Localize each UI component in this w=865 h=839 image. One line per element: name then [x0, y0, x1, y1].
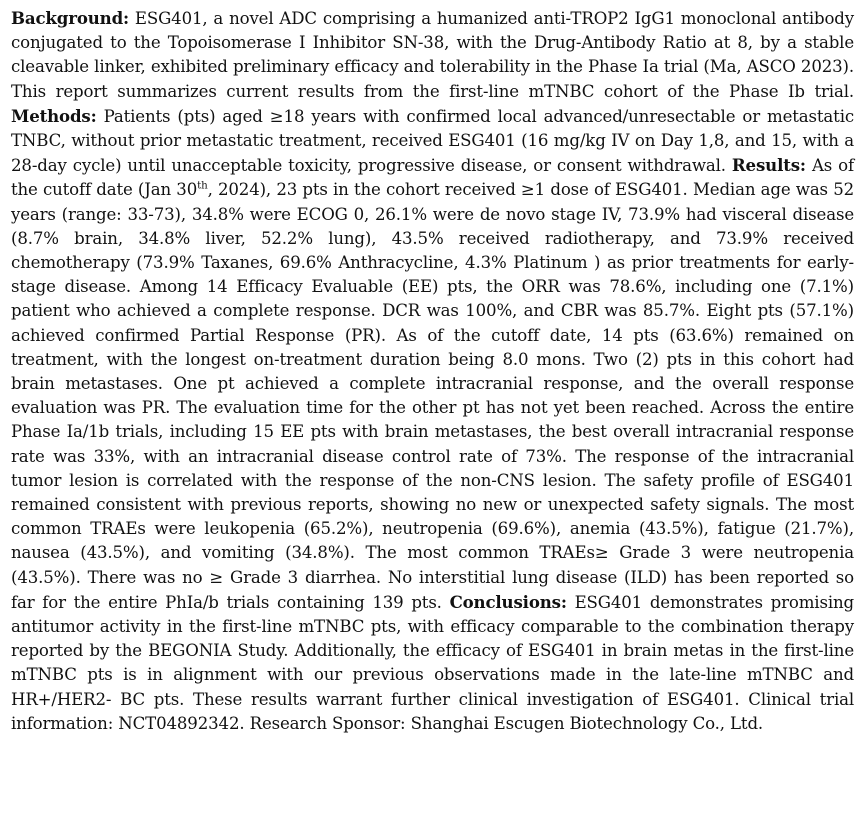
- abstract-paragraph: [11, 6, 854, 736]
- methods-heading: Methods:: [11, 105, 97, 126]
- conclusions-heading: Conclusions:: [449, 591, 567, 612]
- methods-text: Patients (pts) aged ≥18 years with confirmed local advanced/unresectable or metastatic TNBC, without prior metastatic treatment, received ESG401 (16 mg/kg IV on Day 1,8, and 15, with a 28-day cycle) until unacceptable toxicity, progressive disease, or consent withdrawal.: [11, 106, 854, 176]
- background-heading: Background:: [11, 8, 129, 28]
- results-heading: Results:: [731, 155, 806, 176]
- background-text: ESG401, a novel ADC comprising a humanized anti-TROP2 IgG1 monoclonal antibody conjugated to the Topoisomerase I Inhibitor SN-38, with the Drug-Antibody Ratio at 8, by a stable cleavable linker, exhibited preliminary efficacy and tolerability in the Phase Ia trial (Ma, ASCO 2023). This report summarizes current results from the first-line mTNBC cohort of the Phase Ib trial.: [11, 9, 854, 101]
- conclusions-text: ESG401 demonstrates promising antitumor activity in the first-line mTNBC pts, with efficacy comparable to the combination therapy reported by the BEGONIA Study. Additionally, the efficacy of ESG401 in brain metas in the first-line mTNBC pts is in alignment with our previous observations made in the late-line mTNBC and HR+/HER2- BC pts. These results warrant further clinical investigation of ESG401. Clinical trial information: NCT04892342. Research Sponsor: Shanghai Escugen Biotechnology Co., Ltd.: [11, 592, 854, 733]
- results-text-part1: As of the cutoff date (Jan 30: [11, 156, 854, 200]
- results-text-part2: , 2024), 23 pts in the cohort received ≥1 dose of ESG401. Median age was 52 years (range: 33-73), 34.8% were ECOG 0, 26.1% were de novo stage IV, 73.9% had visceral disease (8.7% brain, 34.8% liver, 52.2% lung), 43.5% received radiotherapy, and 73.9% received chemotherapy (73.9% Taxanes, 69.6% Anthracycline, 4.3% Platinum ) as prior treatments for early-stage disease. Among 14 Efficacy Evaluable (EE) pts, the ORR was 78.6%, including one (7.1%) patient who achieved a complete response. DCR was 100%, and CBR was 85.7%. Eight pts (57.1%) achieved confirmed Partial Response (PR). As of the cutoff date, 14 pts (63.6%) remained on treatment, with the longest on-treatment duration being 8.0 mons. Two (2) pts in this cohort had brain metastases. One pt achieved a complete intracranial response, and the overall response evaluation was PR. The evaluation time for the other pt has not yet been reached. Across the entire Phase Ia/1b trials, including 15 EE pts with brain metastases, the best overall intracranial response rate was 33%, with an intracranial disease control rate of 73%. The response of the intracranial tumor lesion is correlated with the response of the non-CNS lesion. The safety profile of ESG401 remained consistent with previous reports, showing no new or unexpected safety signals. The most common TRAEs were leukopenia (65.2%), neutropenia (69.6%), anemia (43.5%), fatigue (21.7%), nausea (43.5%), and vomiting (34.8%). The most common TRAEs≥ Grade 3 were neutropenia (43.5%). There was no ≥ Grade 3 diarrhea. No interstitial lung disease (ILD) has been reported so far for the entire PhIa/b trials containing 139 pts.: [11, 180, 855, 612]
- ordinal-superscript: th: [197, 179, 208, 192]
